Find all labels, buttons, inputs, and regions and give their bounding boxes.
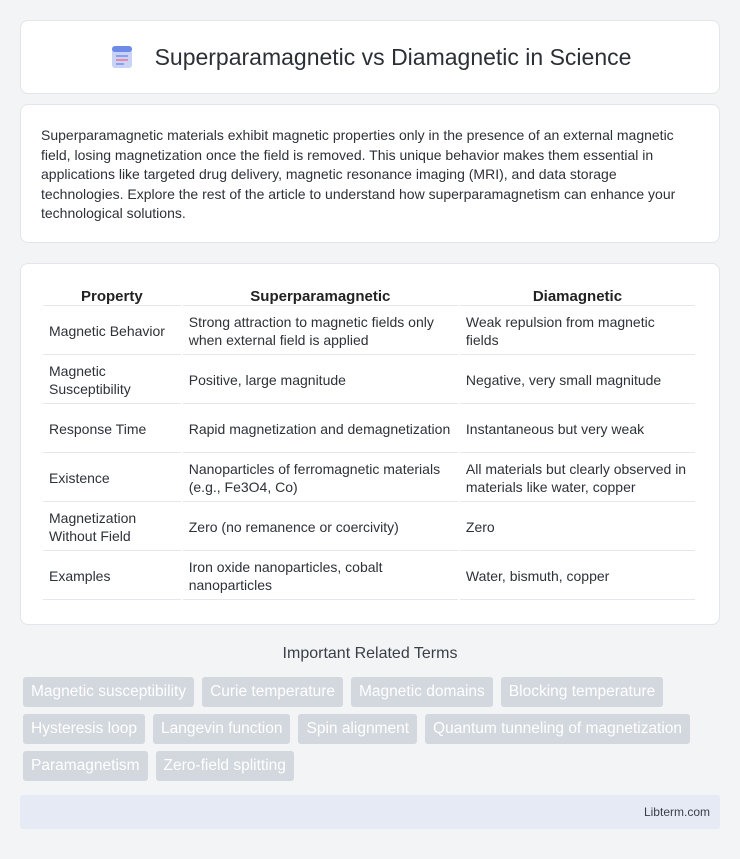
table-cell: Examples xyxy=(43,553,181,600)
table-cell: Zero xyxy=(460,504,695,551)
related-terms-title: Important Related Terms xyxy=(282,645,458,662)
table-cell: Zero (no remanence or coercivity) xyxy=(183,504,458,551)
table-cell: Negative, very small magnitude xyxy=(460,357,695,404)
comparison-card xyxy=(20,263,720,625)
table-row xyxy=(43,357,695,404)
term-tag[interactable]: Quantum tunneling of magnetization xyxy=(425,714,690,744)
header-card xyxy=(20,20,720,94)
table-cell: Existence xyxy=(43,455,181,502)
table-cell: Iron oxide nanoparticles, cobalt nanoparticles xyxy=(183,553,458,600)
related-terms-list xyxy=(23,677,723,788)
table-header-row xyxy=(43,286,695,306)
intro-card xyxy=(20,104,720,243)
table-cell: Nanoparticles of ferromagnetic materials (e.g., Fe3O4, Co) xyxy=(183,455,458,502)
term-tag[interactable]: Magnetic domains xyxy=(351,677,493,707)
term-tag[interactable]: Curie temperature xyxy=(202,677,343,707)
table-cell: Positive, large magnitude xyxy=(183,357,458,404)
table-row xyxy=(43,553,695,600)
header-diamagnetic: Diamagnetic xyxy=(460,286,695,306)
table-row xyxy=(43,455,695,502)
intro-text: Superparamagnetic materials exhibit magnetic properties only in the presence of an external magnetic field, losing magnetization once the field is removed. This unique behavior makes them essential in applications like targeted drug delivery, magnetic resonance imaging (MRI), and data storage technologies. Explore the rest of the article to understand how superparamagnetism can enhance your technological solutions. xyxy=(41,127,676,221)
footer xyxy=(20,795,720,829)
table-cell: Strong attraction to magnetic fields only when external field is applied xyxy=(183,308,458,355)
term-tag[interactable]: Zero-field splitting xyxy=(156,751,294,781)
comparison-table xyxy=(41,284,697,602)
table-cell: Magnetic Susceptibility xyxy=(43,357,181,404)
table-cell: Instantaneous but very weak xyxy=(460,406,695,453)
footer-site-link[interactable]: Libterm.com xyxy=(643,805,710,819)
header-property: Property xyxy=(43,286,181,306)
term-tag[interactable]: Hysteresis loop xyxy=(23,714,145,744)
table-cell: Rapid magnetization and demagnetization xyxy=(183,406,458,453)
table-cell: Response Time xyxy=(43,406,181,453)
table-cell: Magnetic Behavior xyxy=(43,308,181,355)
table-row xyxy=(43,504,695,551)
term-tag[interactable]: Paramagnetism xyxy=(23,751,148,781)
page-title: Superparamagnetic vs Diamagnetic in Science xyxy=(154,43,632,70)
header-superparamagnetic: Superparamagnetic xyxy=(183,286,458,306)
term-tag[interactable]: Blocking temperature xyxy=(501,677,663,707)
document-icon xyxy=(109,44,135,70)
table-cell: Magnetization Without Field xyxy=(43,504,181,551)
table-cell: Weak repulsion from magnetic fields xyxy=(460,308,695,355)
term-tag[interactable]: Spin alignment xyxy=(298,714,417,744)
table-cell: All materials but clearly observed in materials like water, copper xyxy=(460,455,695,502)
table-cell: Water, bismuth, copper xyxy=(460,553,695,600)
table-row xyxy=(43,308,695,355)
term-tag[interactable]: Langevin function xyxy=(153,714,291,744)
table-row xyxy=(43,406,695,453)
term-tag[interactable]: Magnetic susceptibility xyxy=(23,677,194,707)
